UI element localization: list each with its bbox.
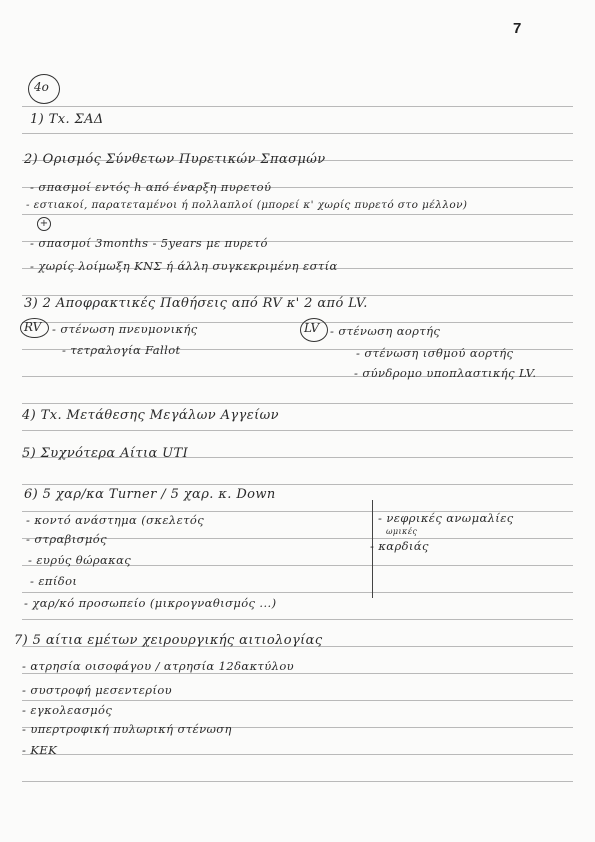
question-2-line-1: - σπασμοί εντός h από έναρξη πυρετού bbox=[30, 180, 272, 194]
question-7-line-3: - εγκολεασμός bbox=[22, 703, 113, 717]
ruled-line bbox=[22, 106, 573, 107]
question-6-line-4: - επίδοι bbox=[30, 574, 78, 588]
page-number: 7 bbox=[513, 20, 522, 37]
down-line-1: - νεφρικές ανωμαλίες bbox=[378, 511, 514, 525]
question-6-line-2: - στραβισμός bbox=[26, 532, 107, 546]
lv-label: LV bbox=[304, 321, 320, 335]
question-7-line-2: - συστροφή μεσεντερίου bbox=[22, 683, 173, 697]
ruled-line bbox=[22, 430, 573, 431]
ruled-line bbox=[22, 214, 573, 215]
question-6-title: 6) 5 χαρ/κα Turner / 5 χαρ. κ. Down bbox=[24, 487, 276, 502]
lv-line-2: - στένωση ισθμού αορτής bbox=[356, 346, 514, 360]
ruled-line bbox=[22, 700, 573, 701]
lv-line-3: - σύνδρομο υποπλαστικής LV. bbox=[354, 366, 537, 380]
question-7-line-1: - ατρησία οισοφάγου / ατρησία 12δακτύλου bbox=[22, 659, 295, 673]
ruled-line bbox=[22, 619, 573, 620]
ruled-line bbox=[22, 133, 573, 134]
ruled-line bbox=[22, 673, 573, 674]
question-6-line-1: - κοντό ανάστημα (σκελετός bbox=[26, 513, 205, 527]
ruled-line bbox=[22, 754, 573, 755]
ruled-line bbox=[22, 484, 573, 485]
question-7-line-5: - ΚΕΚ bbox=[22, 743, 58, 757]
rv-line-2: - τετραλογία Fallot bbox=[62, 343, 181, 357]
rv-line-1: - στένωση πνευμονικής bbox=[52, 322, 198, 336]
question-7-title: 7) 5 αίτια εμέτων χειρουργικής αιτιολογίας bbox=[14, 633, 323, 648]
plus-circle-icon: + bbox=[37, 217, 51, 231]
ruled-line bbox=[22, 403, 573, 404]
lesson-marker: 4o bbox=[34, 80, 49, 94]
question-6-line-3: - ευρύς θώρακας bbox=[28, 553, 132, 567]
question-4: 4) Tx. Μετάθεσης Μεγάλων Αγγείων bbox=[22, 408, 279, 423]
question-6-line-5: - χαρ/κό προσωπείο (μικρογναθισμός ...) bbox=[24, 596, 277, 610]
ruled-line bbox=[22, 781, 573, 782]
ruled-line bbox=[22, 592, 573, 593]
question-7-line-4: - υπερτροφική πυλωρική στένωση bbox=[22, 722, 232, 736]
question-2-line-2: - εστιακοί, παρατεταμένοι ή πολλαπλοί (μπορεί κ' χωρίς πυρετό στο μέλλον) bbox=[26, 199, 468, 211]
question-5: 5) Συχνότερα Αίτια UTI bbox=[22, 446, 189, 461]
down-line-1b: ωμικές bbox=[386, 527, 418, 536]
question-3-title: 3) 2 Αποφρακτικές Παθήσεις από RV κ' 2 από LV. bbox=[24, 296, 368, 311]
lv-line-1: - στένωση αορτής bbox=[330, 324, 441, 338]
question-1: 1) Tx. ΣΑΔ bbox=[30, 112, 104, 127]
question-2-line-3: - σπασμοί 3months - 5years με πυρετό bbox=[30, 236, 268, 250]
question-2-line-4: - χωρίς λοίμωξη ΚΝΣ ή άλλη συγκεκριμένη εστία bbox=[30, 259, 338, 273]
rv-label: RV bbox=[24, 320, 42, 334]
question-2-title: 2) Ορισμός Σύνθετων Πυρετικών Σπασμών bbox=[24, 152, 326, 167]
down-line-2: - καρδιάς bbox=[370, 539, 429, 553]
